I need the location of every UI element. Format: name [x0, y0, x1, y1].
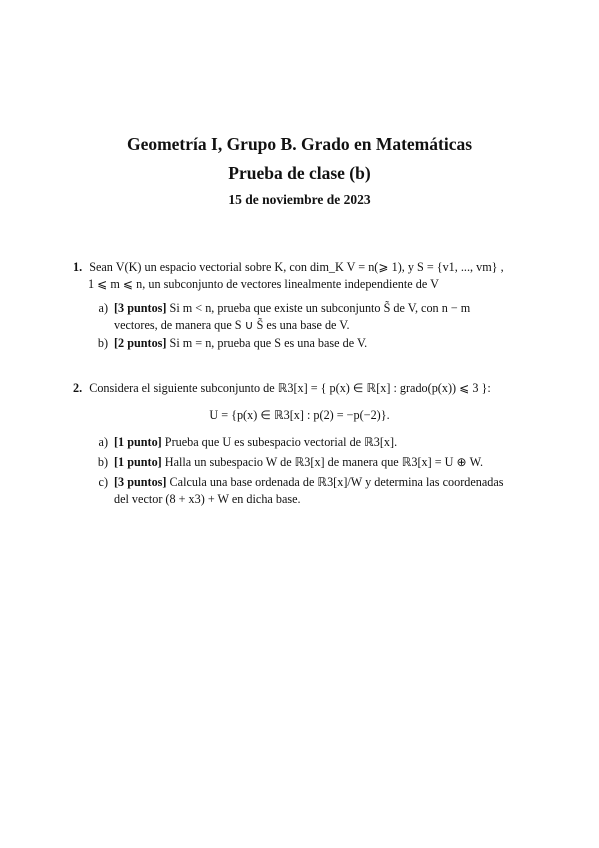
item-text-line-2: vectores, de manera que S ∪ S̃ es una base de V.: [114, 318, 350, 332]
item-points: [1 punto]: [114, 435, 162, 449]
problem-1-statement-cont: [88, 276, 548, 293]
problem-1-line-1: Sean V(K) un espacio vectorial sobre K, con dim_K V = n(⩾ 1), y S = {v1, ..., vm} ,: [89, 260, 504, 274]
problem-2-number: 2.: [73, 381, 83, 395]
item-text-line-1: Calcula una base ordenada de ℝ3[x]/W y determina las coordenadas: [169, 475, 504, 489]
item-points: [3 puntos]: [114, 301, 167, 315]
item-label: b): [97, 455, 108, 469]
item-text-line-1: Si m = n, prueba que S es una base de V.: [169, 336, 368, 350]
problem-2-statement: [73, 380, 543, 397]
exam-date: 15 de noviembre de 2023: [228, 192, 371, 207]
item-label: b): [97, 336, 108, 350]
problem-1-number: 1.: [73, 260, 83, 274]
exam-subtitle: Prueba de clase (b): [228, 163, 371, 183]
item-text-line-1: Halla un subespacio W de ℝ3[x] de manera que ℝ3[x] = U ⊕ W.: [164, 455, 483, 469]
item-label: a): [98, 301, 108, 315]
problem-1-item-a: [88, 300, 538, 336]
problem-2-equation: U = {p(x) ∈ ℝ3[x] : p(2) = −p(−2)}.: [209, 408, 390, 422]
item-text-line-1: Si m < n, prueba que existe un subconjunto S̃ de V, con n − m: [169, 301, 471, 315]
item-text-line-1: Prueba que U es subespacio vectorial de ℝ3[x].: [164, 435, 398, 449]
item-label: a): [98, 435, 108, 449]
item-text-line-2: del vector (8 + x3) + W en dicha base.: [114, 492, 301, 506]
problem-1-statement: [73, 259, 543, 276]
problem-1-line-2: 1 ⩽ m ⩽ n, un subconjunto de vectores linealmente independiente de V: [88, 277, 439, 291]
item-points: [2 puntos]: [114, 336, 167, 350]
problem-2-text: Considera el siguiente subconjunto de ℝ3[x] = { p(x) ∈ ℝ[x] : grado(p(x)) ⩽ 3 }:: [89, 381, 491, 395]
problem-2-item-c: [88, 474, 538, 510]
exam-title: Geometría I, Grupo B. Grado en Matemáticas: [126, 134, 473, 154]
item-points: [1 punto]: [114, 455, 162, 469]
item-points: [3 puntos]: [114, 475, 167, 489]
item-label: c): [98, 475, 108, 489]
